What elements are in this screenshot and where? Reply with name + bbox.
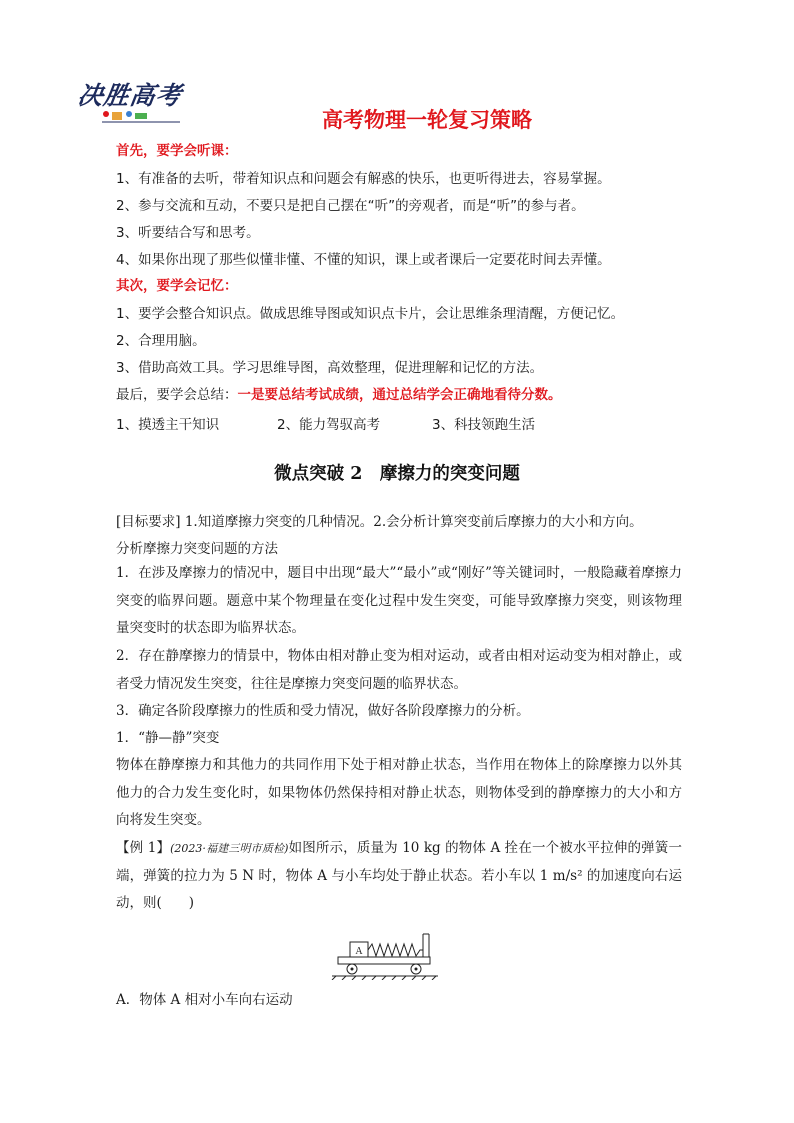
section-title: 微点突破 2 摩擦力的突变问题 xyxy=(274,464,520,484)
method-heading: 分析摩擦力突变问题的方法 xyxy=(116,541,278,557)
list-item: 1、要学会整合知识点。做成思维导图或知识点卡片，会让思维条理清醒，方便记忆。 xyxy=(116,306,625,322)
summary-emphasis: 一是要总结考试成绩，通过总结学会正确地看待分数。 xyxy=(237,387,562,403)
list-item: 2、参与交流和互动，不要只是把自己摆在“听”的旁观者，而是“听”的参与者。 xyxy=(116,198,585,214)
goal-text: 1.知道摩擦力突变的几种情况。2.会分析计算突变前后摩擦力的大小和方向。 xyxy=(184,514,643,530)
listening-heading: 首先，要学会听课： xyxy=(116,143,238,159)
summary-column: 1、摸透主干知识 xyxy=(116,417,220,433)
example-cite: (2023·福建三明市质检) xyxy=(170,842,289,855)
memory-heading: 其次，要学会记忆： xyxy=(116,278,238,294)
example-label: 【例 1】 xyxy=(116,840,171,856)
list-item: 2、合理用脑。 xyxy=(116,333,206,349)
logo-text: 决胜高考 xyxy=(75,81,184,110)
list-item: 3、听要结合写和思考。 xyxy=(116,225,260,241)
summary-line xyxy=(116,385,562,405)
example-text: 如图所示，质量为 10 kg 的物体 A 拴在一个被水平拉伸的弹簧一端，弹簧的拉力为 5 N 时，物体 A 与小车均处于静止状态。若小车以 1 m/s² 的加速度向右运动，则( ) xyxy=(116,840,682,911)
sub-text: 物体在静摩擦力和其他力的共同作用下处于相对静止状态，当作用在物体上的除摩擦力以外其他力的合力发生变化时，如果物体仍然保持相对静止状态，则物体受到的静摩擦力的大小和方向将发生突变。 xyxy=(116,757,682,828)
list-item: 3、借助高效工具。学习思维导图，高效整理，促进理解和记忆的方法。 xyxy=(116,360,544,376)
option-a: A．物体 A 相对小车向右运动 xyxy=(116,992,293,1008)
sub-heading: 1．“静—静”突变 xyxy=(116,730,220,746)
summary-lead: 最后，要学会总结： xyxy=(116,387,238,403)
goal-label: [目标要求] xyxy=(116,514,181,530)
cart-spring-figure xyxy=(330,920,440,980)
example xyxy=(116,835,682,918)
summary-column: 3、科技领跑生活 xyxy=(432,417,536,433)
list-item: 4、如果你出现了那些似懂非懂、不懂的知识，课上或者课后一定要花时间去弄懂。 xyxy=(116,252,611,268)
point-1: 1．在涉及摩擦力的情况中，题目中出现“最大”“最小”或“刚好”等关键词时，一般隐藏着摩擦力突变的临界问题。题意中某个物理量在变化过程中发生突变，可能导致摩擦力突变，则该物理量突变时的状态即为临界状态。 xyxy=(116,565,682,636)
summary-column: 2、能力驾驭高考 xyxy=(277,417,381,433)
block-a-label: A xyxy=(355,946,363,957)
list-item: 1、有准备的去听，带着知识点和问题会有解惑的快乐，也更听得进去，容易掌握。 xyxy=(116,171,611,187)
goal-line xyxy=(116,512,682,532)
point-3: 3．确定各阶段摩擦力的性质和受力情况，做好各阶段摩擦力的分析。 xyxy=(116,703,530,719)
point-2: 2．存在静摩擦力的情景中，物体由相对静止变为相对运动，或者由相对运动变为相对静止，或者受力情况发生突变，往往是摩擦力突变问题的临界状态。 xyxy=(116,648,682,692)
page-title: 高考物理一轮复习策略 xyxy=(322,108,532,132)
